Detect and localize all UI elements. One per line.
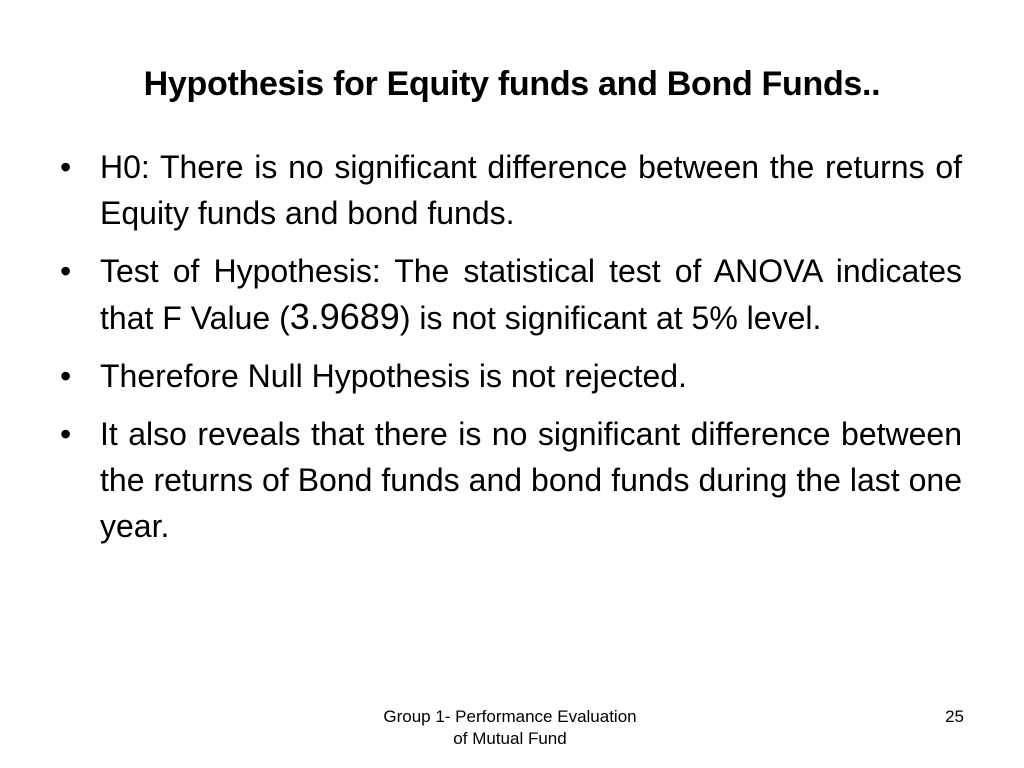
bullet-marker: •	[60, 253, 72, 289]
bullet-list	[60, 144, 962, 561]
footer-line-2: of Mutual Fund	[453, 729, 567, 748]
f-value: 3.9689	[289, 296, 400, 337]
bullet-text: It also reveals that there is no significant difference between the returns of Bond funds and bond funds during the last one year.	[100, 416, 962, 544]
bullet-item	[60, 353, 962, 399]
bullet-text: Therefore Null Hypothesis is not rejected.	[100, 358, 687, 394]
slide-title: Hypothesis for Equity funds and Bond Funds..	[143, 65, 881, 103]
footer-caption	[350, 706, 670, 750]
bullet-item	[60, 144, 962, 236]
page-number: 25	[945, 707, 964, 726]
bullet-item	[60, 411, 962, 549]
bullet-marker: •	[60, 416, 72, 452]
bullet-text-after: ) is not significant at 5% level.	[399, 300, 822, 336]
bullet-marker: •	[60, 149, 72, 185]
footer-line-1: Group 1- Performance Evaluation	[383, 707, 637, 726]
bullet-item	[60, 248, 962, 341]
bullet-marker: •	[60, 358, 72, 394]
bullet-text-before: Test of Hypothesis: The statistical test of ANOVA indicates that F Value (	[100, 253, 962, 336]
bullet-text	[100, 253, 962, 336]
bullet-text: H0: There is no significant difference between the returns of Equity funds and bond funds.	[100, 149, 962, 231]
